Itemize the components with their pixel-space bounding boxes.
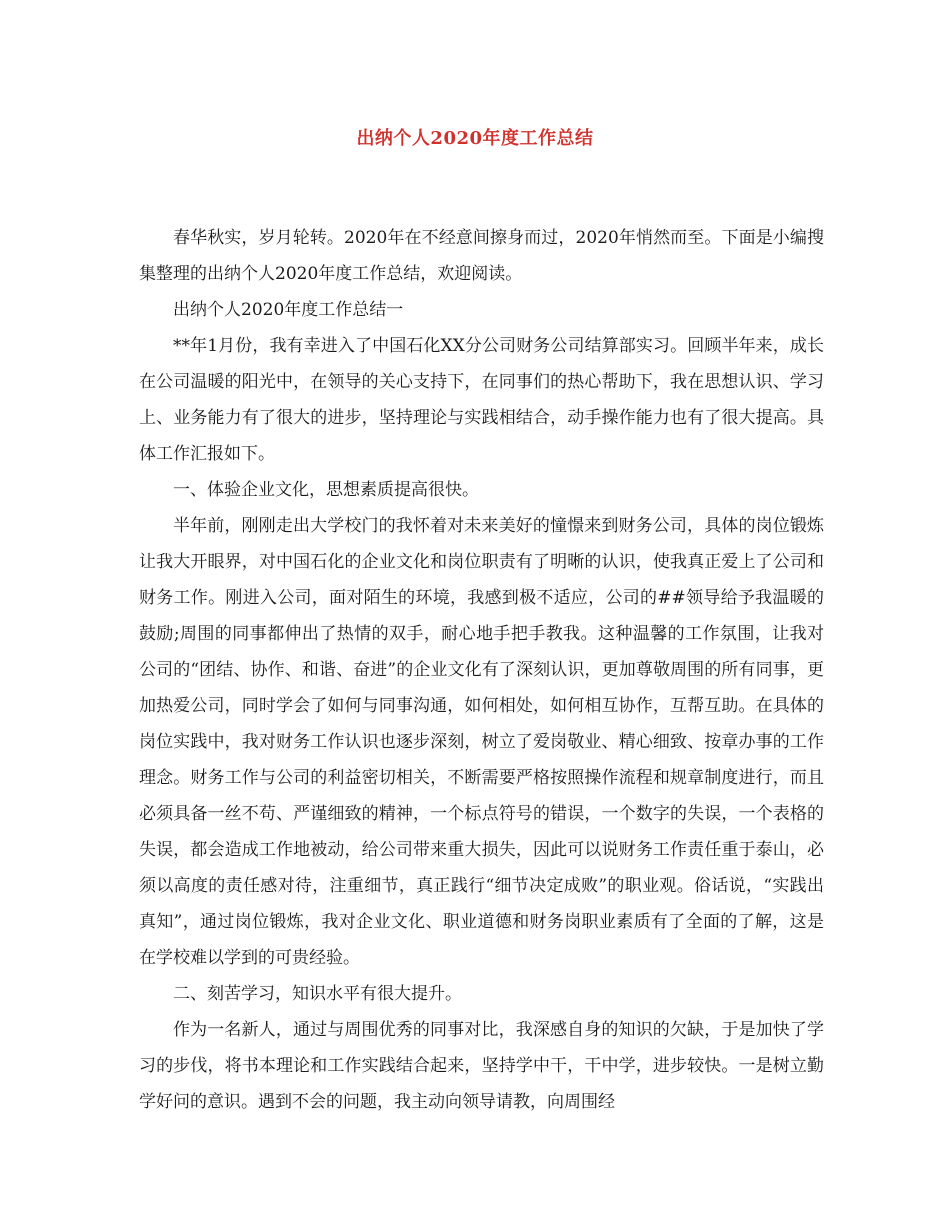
document-body [139, 220, 824, 1120]
paragraph: 作为一名新人，通过与周围优秀的同事对比，我深感自身的知识的欠缺，于是加快了学习的步伐，将书本理论和工作实践结合起来，坚持学中干，干中学，进步较快。一是树立勤学好问的意识。遇到不会的问题，我主动向领导请教，向周围经 [139, 1020, 824, 1112]
subheading: 二、刻苦学习，知识水平有很大提升。 [173, 984, 462, 1004]
subheading: 一、体验企业文化，思想素质提高很快。 [173, 480, 479, 500]
paragraph: **年1月份，我有幸进入了中国石化XX分公司财务公司结算部实习。回顾半年来，成长在公司温暖的阳光中，在领导的关心支持下，在同事们的热心帮助下，我在思想认识、学习上、业务能力有了很大的进步，坚持理论与实践相结合，动手操作能力也有了很大提高。具体工作汇报如下。 [139, 336, 824, 464]
paragraph: 半年前，刚刚走出大学校门的我怀着对未来美好的憧憬来到财务公司，具体的岗位锻炼让我大开眼界，对中国石化的企业文化和岗位职责有了明晰的认识，使我真正爱上了公司和财务工作。刚进入公司，面对陌生的环境，我感到极不适应，公司的##领导给予我温暖的鼓励;周围的同事都伸出了热情的双手，耐心地手把手教我。这种温馨的工作氛围，让我对公司的“团结、协作、和谐、奋进”的企业文化有了深刻认识，更加尊敬周围的所有同事，更加热爱公司，同时学会了如何与同事沟通，如何相处，如何相互协作，互帮互助。在具体的岗位实践中，我对财务工作认识也逐步深刻，树立了爱岗敬业、精心细致、按章办事的工作理念。财务工作与公司的利益密切相关，不断需要严格按照操作流程和规章制度进行，而且必须具备一丝不苟、严谨细致的精神，一个标点符号的错误，一个数字的失误，一个表格的失误，都会造成工作地被动，给公司带来重大损失，因此可以说财务工作责任重于泰山，必须以高度的责任感对待，注重细节，真正践行“细节决定成败”的职业观。俗话说，“实践出真知”，通过岗位锻炼，我对企业文化、职业道德和财务岗职业素质有了全面的了解，这是在学校难以学到的可贵经验。 [139, 516, 824, 968]
paragraph-intro: 春华秋实，岁月轮转。2020年在不经意间擦身而过，2020年悄然而至。下面是小编搜集整理的出纳个人2020年度工作总结，欢迎阅读。 [139, 228, 824, 284]
document-title: 出纳个人2020年度工作总结 [356, 128, 594, 149]
section-heading: 出纳个人2020年度工作总结一 [173, 300, 404, 320]
